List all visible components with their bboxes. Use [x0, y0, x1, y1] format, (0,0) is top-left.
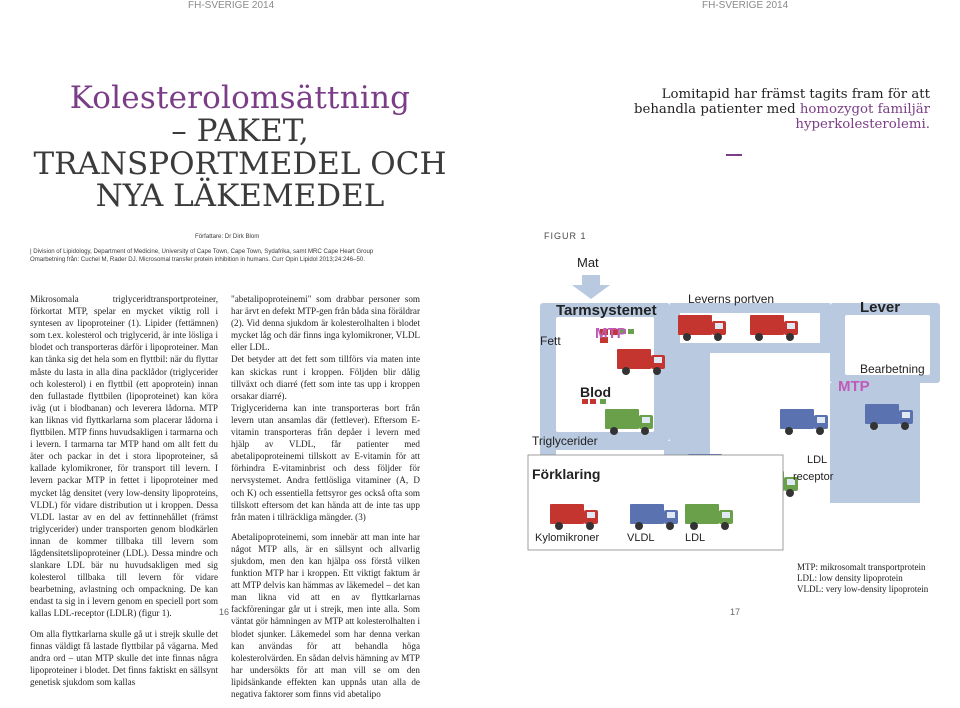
label-lever: Lever [860, 299, 901, 316]
figure-legend-ldl: LDL: low density lipoprotein [797, 573, 903, 583]
figure-legend-vldl: VLDL: very low-density lipoprotein [797, 584, 929, 594]
label-forklaring: Förklaring [532, 466, 601, 482]
label-ldl-receptor-1: LDL [807, 454, 828, 466]
author-affiliation: | Division of Lipidology, Department of Medicine, University of Cape Town, Cape Town, Sydafrika, samt MRC Cape Heart Group [30, 248, 374, 255]
page-number-left: 16 [219, 607, 230, 617]
legend-label-ldl: LDL [685, 532, 706, 544]
author-byline: Författare: Dr Dirk Blom [195, 233, 260, 240]
label-fett: Fett [540, 334, 561, 348]
legend-label-kylomikroner: Kylomikroner [535, 532, 600, 544]
page-number-right: 17 [730, 607, 741, 617]
figure-legend [797, 562, 928, 595]
article-title-line2: – PAKET, [171, 113, 309, 149]
pull-quote-line2 [500, 102, 930, 132]
arrow-down-icon [572, 275, 610, 299]
pull-quote [500, 87, 930, 132]
label-leverns-portven: Leverns portven [688, 292, 775, 306]
article-title-line4: NYA LÄKEMEDEL [95, 178, 385, 214]
col1-paragraph-2: Om alla flyttkarlarna skulle gå ut i strejk skulle det finnas väldigt få lastade flyttbilar på vägarna. Med andra ord – utan MTP skulle det inte finnas några lipoproteiner i blodet. Det finns faktiskt en sällsynt genetisk sjukdom som kallas [30, 628, 218, 687]
body-column-1 [30, 293, 218, 696]
col2-paragraph-3: Triglyceriderna kan inte transporteras bort från levern utan ansamlas där (fettlever). Eftersom E-vitamin transporteras från depåer i levern med hjälp av VLDL, får patienter med abetalipoproteinemi tillskott av E-vitamin för att förhindra E-vitaminbrist och dess följder för nervsystemet. Andra fettlösliga vitaminer (A, D och K) och essentiella fettsyror ges också ofta som tillskott eftersom det kan hända att de inte tas upp från maten i tillräckliga mängder. (3) [231, 402, 420, 522]
col2-paragraph-2: Det betyder att det fett som tillförs via maten inte kan skickas runt i kroppen. Följden blir dålig tillväxt och diarré (fett som inte tas upp i kroppen orsakar diarré). [231, 354, 420, 401]
col2-paragraph-4: Abetalipoproteinemi, som innebär att man inte har något MTP alls, är en sällsynt och allvarlig sjukdom, men den kan hjälpa oss förstå vilken funktion MTP har i kroppen. Ett viktigt faktum är att MTP delvis kan hämmas av läkemedel – det kan man likna vid att en av flyttkarlarnas fackföreningar går ut i strejk, men inte alla. Som väntat gör hämningen av MTP att kolesterolhalten i blodet sjunker. Läkemedel som har denna verkan kan användas för att behandla höga kolesterolvärden. En sådan delvis hämning av MTP har undersökts för att man vill se om den lipidsänkande effekten kan uppnås utan alla de negativa faktorer som finns vid abetalipo [231, 531, 420, 699]
label-mtp-2: MTP [838, 378, 870, 395]
label-mat: Mat [577, 255, 599, 270]
pull-quote-line1: Lomitapid har främst tagits fram för att [661, 87, 930, 102]
figure-legend-mtp: MTP: mikrosomalt transportprotein [797, 562, 926, 572]
body-column-2 [231, 293, 420, 708]
lipoprotein-transport-diagram [520, 245, 960, 570]
running-header-left: FH-SVERIGE 2014 [188, 0, 275, 11]
label-mtp-1: MTP [595, 325, 627, 342]
article-source: Omarbetning från: Cuchel M, Rader DJ. Microsomal transfer protein inhibition in humans. Curr Opin Lipidol 2013;24:246–50. [30, 256, 365, 263]
article-title-line1: Kolesterolomsättning [69, 80, 411, 116]
label-tarmsystemet: Tarmsystemet [556, 302, 657, 319]
running-header-right: FH-SVERIGE 2014 [702, 0, 789, 11]
col1-paragraph-1: Mikrosomala triglyceridtransportproteiner, förkortat MTP, spelar en mycket viktig roll i syntesen av lipoproteiner (1). Lipider (fettämnen) som t.ex. kolesterol och triglycerid, är inte lösliga i blodet och transporteras därför i lipoproteiner. Man kan tänka sig det hela som en flyttbil: när du flyttar måste du lasta in alla dina packlådor (triglycerider och kolesterol) i en flyttbil (ett apoprotein) innan den fullastade flyttbilen (lipoproteinet) kan köra iväg (ut i blodbanan) och leverera lådorna. MTP kan liknas vid flyttkarlarna som placerar lådorna i flyttbilen. MTP finns huvudsakligen i tarmarna och i levern. I tarmarna tar MTP hand om allt fett du äter och packar in det i stora lipoproteiner, så kallade kylomikroner, för transport till levern. I levern packar MTP in fettet i lipoproteiner med mycket låg densitet (very low-density lipoproteins, VLDL) för vidare distribution ut i kroppen. Dessa VLDL lastar av en del av fettinnehållet (främst triglycerider) under transporten genom blodkärlen innan de kommer tillbaka till levern som lågdensitetslipoproteiner (LDL). Dessa mindre och slankare LDL bär nu huvudsakligen med sig kolesterol tillbaka till levern för vidare bearbetning, avlastning och ompackning. De kan endast ta sig in i levern genom en speciell port som kallas LDL-receptor (LDLR) (figur 1). [30, 294, 218, 619]
pull-quote-line2-text: behandla patienter med [633, 102, 800, 117]
col2-paragraph-1: "abetalipoproteinemi" som drabbar personer som har ärvt en defekt MTP-gen från båda sina föräldrar (2). Vid denna sjukdom är kolesterolhalten i blodet mycket låg och där finns inga kylomikroner, VLDL eller LDL. [231, 294, 421, 353]
figure-label: FIGUR 1 [544, 231, 587, 241]
label-bearbetning: Bearbetning [860, 362, 925, 376]
label-blod: Blod [580, 384, 612, 400]
label-triglycerider: Triglycerider [532, 434, 598, 448]
quote-dash [726, 154, 742, 156]
label-ldl-receptor-2: receptor [793, 471, 834, 483]
pull-quote-highlight: homozygot familjär hyperkolesterolemi. [795, 102, 930, 132]
legend-label-vldl: VLDL [627, 532, 655, 544]
article-title-line3: TRANSPORTMEDEL OCH [33, 146, 447, 182]
